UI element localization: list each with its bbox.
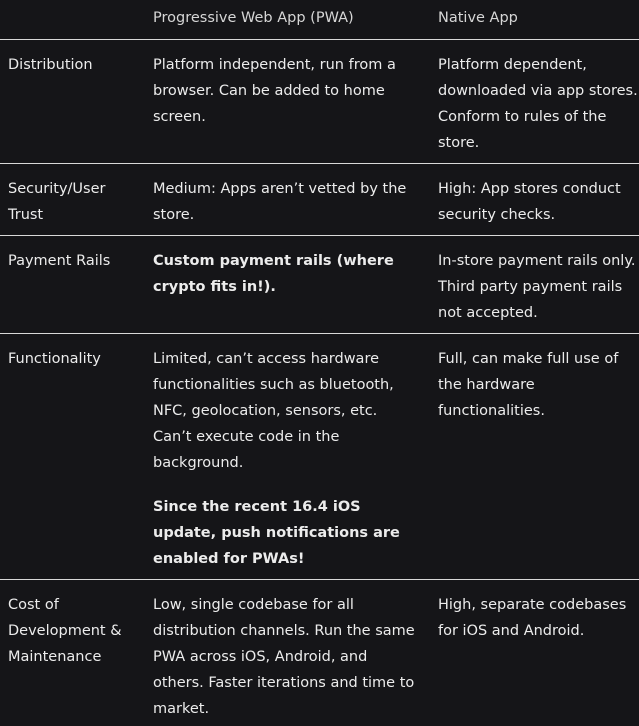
pwa-text: Custom payment rails (where crypto fits in!). (153, 248, 418, 300)
row-label: Functionality (0, 334, 145, 580)
table-body (0, 40, 639, 726)
table-row-security (0, 164, 639, 236)
native-cell: Full, can make full use of the hardware functionalities. (430, 334, 639, 580)
table-row-distribution (0, 40, 639, 164)
pwa-note: Since the recent 16.4 iOS update, push notifications are enabled for PWAs! (153, 494, 418, 572)
pwa-cell (145, 334, 430, 580)
header-empty-cell (0, 0, 145, 40)
pwa-cell (145, 580, 430, 726)
pwa-text: Limited, can’t access hardware functionalities such as bluetooth, NFC, geolocation, sensors, etc. Can’t execute code in the background. (153, 346, 418, 476)
row-label: Payment Rails (0, 236, 145, 334)
pwa-cell (145, 236, 430, 334)
table-row-cost (0, 580, 639, 726)
header-row (0, 0, 639, 40)
native-cell: In-store payment rails only. Third party payment rails not accepted. (430, 236, 639, 334)
native-cell: Platform dependent, downloaded via app stores. Conform to rules of the store. (430, 40, 639, 164)
row-label: Distribution (0, 40, 145, 164)
header-pwa: Progressive Web App (PWA) (145, 0, 430, 40)
row-label: Security/User Trust (0, 164, 145, 236)
row-label: Cost of Development & Maintenance (0, 580, 145, 726)
pwa-text: Medium: Apps aren’t vetted by the store. (153, 176, 418, 228)
table-row-payment-rails (0, 236, 639, 334)
pwa-cell (145, 164, 430, 236)
native-cell: High: App stores conduct security checks. (430, 164, 639, 236)
native-cell: High, separate codebases for iOS and Android. (430, 580, 639, 726)
table-row-functionality (0, 334, 639, 580)
pwa-text: Low, single codebase for all distribution channels. Run the same PWA across iOS, Android, and others. Faster iterations and time to market. (153, 592, 418, 722)
pwa-text: Platform independent, run from a browser. Can be added to home screen. (153, 52, 418, 130)
table-header (0, 0, 639, 40)
header-native-app: Native App (430, 0, 639, 40)
pwa-cell (145, 40, 430, 164)
